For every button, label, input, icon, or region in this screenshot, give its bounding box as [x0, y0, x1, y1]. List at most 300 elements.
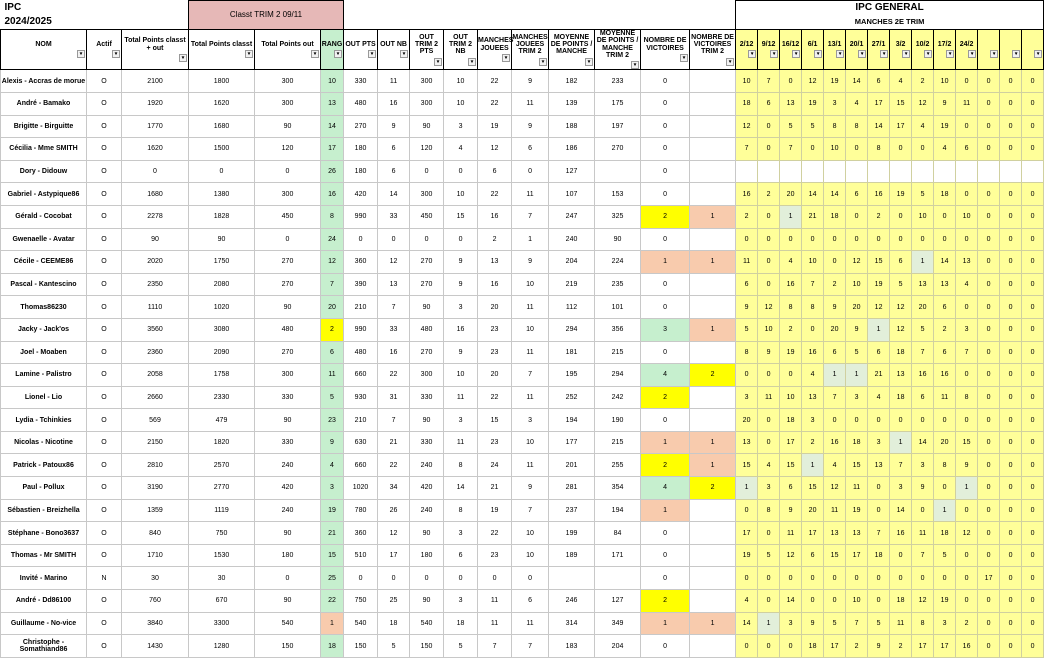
manche-score-cell[interactable]: 0	[758, 228, 780, 251]
cell-rang[interactable]: 18	[321, 635, 344, 658]
cell-opts[interactable]: 480	[344, 341, 378, 364]
manche-score-cell[interactable]: 6	[890, 251, 912, 274]
manche-score-cell[interactable]: 7	[912, 341, 934, 364]
manche-score-cell[interactable]: 18	[890, 341, 912, 364]
cell-moy2[interactable]: 349	[595, 612, 641, 635]
manche-score-cell[interactable]: 18	[846, 431, 868, 454]
cell-tpo[interactable]: 180	[255, 544, 321, 567]
manche-score-cell[interactable]: 0	[758, 635, 780, 658]
manche-score-cell[interactable]: 8	[912, 612, 934, 635]
column-header-7[interactable]	[378, 30, 410, 70]
manche-score-cell[interactable]: 0	[1022, 590, 1044, 613]
cell-tpc[interactable]: 0	[189, 160, 255, 183]
manche-score-cell[interactable]: 0	[934, 409, 956, 432]
manche-score-cell[interactable]: 7	[846, 612, 868, 635]
manche-score-cell[interactable]: 0	[1000, 92, 1022, 115]
manche-score-cell[interactable]: 1	[846, 364, 868, 387]
date-header-5[interactable]	[846, 30, 868, 70]
manche-score-cell[interactable]: 0	[978, 273, 1000, 296]
manche-score-cell[interactable]: 11	[956, 92, 978, 115]
filter-dropdown-icon[interactable]: ▾	[585, 58, 593, 66]
manche-score-cell[interactable]	[1000, 160, 1022, 183]
manche-score-cell[interactable]: 0	[1000, 228, 1022, 251]
manche-score-cell[interactable]: 0	[758, 409, 780, 432]
date-header-13[interactable]	[1022, 30, 1044, 70]
manche-score-cell[interactable]: 16	[780, 273, 802, 296]
cell-mj2[interactable]: 10	[512, 431, 549, 454]
cell-tpc[interactable]: 479	[189, 409, 255, 432]
manche-score-cell[interactable]: 0	[1022, 454, 1044, 477]
manche-score-cell[interactable]: 0	[1000, 409, 1022, 432]
cell-moy2[interactable]: 215	[595, 341, 641, 364]
manche-score-cell[interactable]: 0	[978, 409, 1000, 432]
manche-score-cell[interactable]: 18	[934, 522, 956, 545]
manche-score-cell[interactable]: 14	[802, 183, 824, 206]
cell-onb[interactable]: 5	[378, 635, 410, 658]
cell-onb[interactable]: 31	[378, 386, 410, 409]
cell-opts[interactable]: 0	[344, 567, 378, 590]
manche-score-cell[interactable]: 0	[1022, 567, 1044, 590]
manche-score-cell[interactable]: 14	[890, 499, 912, 522]
date-header-0[interactable]	[736, 30, 758, 70]
cell-actif[interactable]: O	[87, 205, 122, 228]
filter-dropdown-icon[interactable]: ▾	[968, 50, 976, 58]
manche-score-cell[interactable]: 0	[1000, 477, 1022, 500]
filter-dropdown-icon[interactable]: ▾	[902, 50, 910, 58]
cell-onb[interactable]: 22	[378, 454, 410, 477]
manche-score-cell[interactable]: 4	[912, 115, 934, 138]
cell-tpo[interactable]: 90	[255, 522, 321, 545]
cell-moy2[interactable]: 242	[595, 386, 641, 409]
manche-score-cell[interactable]: 0	[956, 296, 978, 319]
cell-onb[interactable]: 17	[378, 544, 410, 567]
manche-score-cell[interactable]: 0	[1000, 454, 1022, 477]
cell-name[interactable]: Lionel - Lio	[1, 386, 87, 409]
manche-score-cell[interactable]: 16	[912, 364, 934, 387]
manche-score-cell[interactable]: 12	[912, 92, 934, 115]
cell-tpco[interactable]: 1620	[122, 138, 189, 161]
cell-opts[interactable]: 0	[344, 228, 378, 251]
cell-mj2[interactable]: 1	[512, 228, 549, 251]
manche-score-cell[interactable]: 17	[780, 431, 802, 454]
cell-rang[interactable]: 8	[321, 205, 344, 228]
cell-nv[interactable]: 1	[641, 251, 690, 274]
cell-nv2[interactable]	[690, 92, 736, 115]
column-header-10[interactable]	[478, 30, 512, 70]
cell-ot2n[interactable]: 10	[444, 183, 478, 206]
cell-ot2p[interactable]: 90	[410, 590, 444, 613]
cell-ot2p[interactable]: 330	[410, 386, 444, 409]
filter-dropdown-icon[interactable]: ▾	[368, 50, 376, 58]
manche-score-cell[interactable]: 0	[934, 228, 956, 251]
manche-score-cell[interactable]: 0	[890, 228, 912, 251]
cell-moy2[interactable]: 354	[595, 477, 641, 500]
manche-score-cell[interactable]: 0	[846, 228, 868, 251]
cell-rang[interactable]: 7	[321, 273, 344, 296]
manche-score-cell[interactable]: 0	[1022, 273, 1044, 296]
manche-score-cell[interactable]: 10	[802, 251, 824, 274]
cell-ot2p[interactable]: 330	[410, 431, 444, 454]
manche-score-cell[interactable]: 18	[824, 205, 846, 228]
cell-ot2n[interactable]: 3	[444, 409, 478, 432]
cell-rang[interactable]: 9	[321, 431, 344, 454]
manche-score-cell[interactable]	[978, 160, 1000, 183]
cell-tpo[interactable]: 0	[255, 228, 321, 251]
filter-dropdown-icon[interactable]: ▾	[77, 50, 85, 58]
manche-score-cell[interactable]: 20	[736, 409, 758, 432]
cell-actif[interactable]: O	[87, 273, 122, 296]
cell-mj[interactable]: 22	[478, 92, 512, 115]
manche-score-cell[interactable]: 9	[868, 635, 890, 658]
manche-score-cell[interactable]: 3	[824, 92, 846, 115]
cell-nv[interactable]: 0	[641, 160, 690, 183]
cell-moy2[interactable]: 101	[595, 296, 641, 319]
manche-score-cell[interactable]: 19	[934, 115, 956, 138]
manche-score-cell[interactable]: 17	[934, 635, 956, 658]
cell-actif[interactable]: O	[87, 92, 122, 115]
cell-tpo[interactable]: 90	[255, 296, 321, 319]
cell-tpo[interactable]: 300	[255, 70, 321, 93]
manche-score-cell[interactable]: 8	[824, 115, 846, 138]
manche-score-cell[interactable]: 5	[736, 318, 758, 341]
cell-tpco[interactable]: 2100	[122, 70, 189, 93]
cell-onb[interactable]: 14	[378, 183, 410, 206]
manche-score-cell[interactable]: 0	[758, 115, 780, 138]
cell-moy[interactable]: 246	[549, 590, 595, 613]
cell-moy[interactable]: 195	[549, 364, 595, 387]
cell-nv[interactable]: 0	[641, 228, 690, 251]
cell-mj2[interactable]: 11	[512, 612, 549, 635]
manche-score-cell[interactable]: 0	[824, 251, 846, 274]
manche-score-cell[interactable]: 7	[802, 273, 824, 296]
manche-score-cell[interactable]: 6	[934, 341, 956, 364]
manche-score-cell[interactable]: 6	[934, 296, 956, 319]
filter-dropdown-icon[interactable]: ▾	[112, 50, 120, 58]
cell-moy2[interactable]: 171	[595, 544, 641, 567]
cell-tpco[interactable]: 2058	[122, 364, 189, 387]
manche-score-cell[interactable]: 0	[1000, 522, 1022, 545]
cell-tpc[interactable]: 90	[189, 228, 255, 251]
manche-score-cell[interactable]: 2	[780, 318, 802, 341]
cell-nv2[interactable]	[690, 228, 736, 251]
cell-rang[interactable]: 26	[321, 160, 344, 183]
manche-score-cell[interactable]: 2	[802, 431, 824, 454]
cell-moy[interactable]: 237	[549, 499, 595, 522]
filter-dropdown-icon[interactable]: ▾	[400, 50, 408, 58]
manche-score-cell[interactable]: 0	[780, 635, 802, 658]
cell-tpco[interactable]: 90	[122, 228, 189, 251]
cell-tpo[interactable]: 450	[255, 205, 321, 228]
manche-score-cell[interactable]: 21	[868, 364, 890, 387]
manche-score-cell[interactable]: 13	[802, 386, 824, 409]
manche-score-cell[interactable]: 0	[824, 228, 846, 251]
date-header-3[interactable]	[802, 30, 824, 70]
manche-score-cell[interactable]: 10	[824, 138, 846, 161]
cell-name[interactable]: Invité - Marino	[1, 567, 87, 590]
cell-opts[interactable]: 180	[344, 160, 378, 183]
manche-score-cell[interactable]: 11	[824, 499, 846, 522]
cell-tpo[interactable]: 240	[255, 454, 321, 477]
cell-ot2p[interactable]: 90	[410, 296, 444, 319]
manche-score-cell[interactable]: 11	[736, 251, 758, 274]
cell-ot2n[interactable]: 16	[444, 318, 478, 341]
cell-onb[interactable]: 0	[378, 228, 410, 251]
manche-score-cell[interactable]: 6	[758, 92, 780, 115]
cell-nv2[interactable]	[690, 138, 736, 161]
manche-score-cell[interactable]: 0	[846, 409, 868, 432]
manche-score-cell[interactable]: 13	[824, 522, 846, 545]
cell-name[interactable]: Patrick - Patoux86	[1, 454, 87, 477]
cell-tpco[interactable]: 2660	[122, 386, 189, 409]
manche-score-cell[interactable]: 5	[912, 318, 934, 341]
cell-name[interactable]: Pascal - Kantescino	[1, 273, 87, 296]
cell-mj[interactable]: 20	[478, 296, 512, 319]
manche-score-cell[interactable]: 3	[912, 454, 934, 477]
manche-score-cell[interactable]	[758, 160, 780, 183]
cell-mj2[interactable]: 10	[512, 318, 549, 341]
cell-mj2[interactable]: 9	[512, 251, 549, 274]
cell-moy2[interactable]: 270	[595, 138, 641, 161]
cell-actif[interactable]: O	[87, 115, 122, 138]
cell-nv[interactable]: 2	[641, 454, 690, 477]
cell-nv[interactable]: 0	[641, 92, 690, 115]
cell-name[interactable]: Alexis - Accras de morue	[1, 70, 87, 93]
cell-moy[interactable]: 186	[549, 138, 595, 161]
cell-onb[interactable]: 6	[378, 138, 410, 161]
cell-onb[interactable]: 34	[378, 477, 410, 500]
cell-moy[interactable]: 139	[549, 92, 595, 115]
cell-opts[interactable]: 180	[344, 138, 378, 161]
cell-name[interactable]: Lydia - Tchinkies	[1, 409, 87, 432]
manche-score-cell[interactable]: 0	[1022, 431, 1044, 454]
manche-score-cell[interactable]: 12	[912, 590, 934, 613]
manche-score-cell[interactable]: 0	[978, 183, 1000, 206]
column-header-13[interactable]	[595, 30, 641, 70]
cell-name[interactable]: Thomas86230	[1, 296, 87, 319]
cell-tpo[interactable]: 300	[255, 364, 321, 387]
manche-score-cell[interactable]: 10	[846, 273, 868, 296]
manche-score-cell[interactable]: 19	[890, 183, 912, 206]
cell-nv2[interactable]	[690, 160, 736, 183]
cell-ot2n[interactable]: 3	[444, 115, 478, 138]
manche-score-cell[interactable]: 0	[736, 228, 758, 251]
manche-score-cell[interactable]: 0	[978, 115, 1000, 138]
cell-mj[interactable]: 22	[478, 386, 512, 409]
cell-actif[interactable]: O	[87, 544, 122, 567]
manche-score-cell[interactable]: 6	[780, 477, 802, 500]
manche-score-cell[interactable]: 0	[868, 567, 890, 590]
manche-score-cell[interactable]: 12	[736, 115, 758, 138]
manche-score-cell[interactable]: 9	[736, 296, 758, 319]
manche-score-cell[interactable]: 19	[824, 70, 846, 93]
manche-score-cell[interactable]: 9	[846, 318, 868, 341]
manche-score-cell[interactable]: 0	[1000, 635, 1022, 658]
manche-score-cell[interactable]: 14	[736, 612, 758, 635]
manche-score-cell[interactable]: 5	[758, 544, 780, 567]
manche-score-cell[interactable]: 12	[780, 544, 802, 567]
manche-score-cell[interactable]: 0	[758, 273, 780, 296]
manche-score-cell[interactable]: 0	[978, 228, 1000, 251]
cell-ot2n[interactable]: 10	[444, 92, 478, 115]
cell-nv[interactable]: 2	[641, 590, 690, 613]
cell-nv[interactable]: 4	[641, 477, 690, 500]
cell-rang[interactable]: 22	[321, 590, 344, 613]
manche-score-cell[interactable]: 0	[780, 364, 802, 387]
cell-tpco[interactable]: 2360	[122, 341, 189, 364]
cell-moy[interactable]: 107	[549, 183, 595, 206]
manche-score-cell[interactable]: 0	[824, 567, 846, 590]
cell-opts[interactable]: 360	[344, 522, 378, 545]
cell-rang[interactable]: 11	[321, 364, 344, 387]
manche-score-cell[interactable]: 7	[868, 522, 890, 545]
manche-score-cell[interactable]: 20	[780, 183, 802, 206]
cell-mj[interactable]: 23	[478, 544, 512, 567]
manche-score-cell[interactable]: 4	[780, 251, 802, 274]
date-header-11[interactable]	[978, 30, 1000, 70]
manche-score-cell[interactable]: 9	[802, 612, 824, 635]
cell-nv2[interactable]	[690, 499, 736, 522]
filter-dropdown-icon[interactable]: ▾	[502, 54, 510, 62]
cell-tpco[interactable]: 840	[122, 522, 189, 545]
manche-score-cell[interactable]: 0	[956, 409, 978, 432]
manche-score-cell[interactable]: 6	[736, 273, 758, 296]
manche-score-cell[interactable]: 18	[780, 409, 802, 432]
cell-tpco[interactable]: 1680	[122, 183, 189, 206]
cell-moy2[interactable]	[595, 567, 641, 590]
cell-nv[interactable]: 1	[641, 499, 690, 522]
manche-score-cell[interactable]: 0	[956, 590, 978, 613]
cell-moy[interactable]: 247	[549, 205, 595, 228]
manche-score-cell[interactable]: 0	[1000, 612, 1022, 635]
cell-mj[interactable]: 23	[478, 318, 512, 341]
manche-score-cell[interactable]: 8	[956, 386, 978, 409]
cell-tpc[interactable]: 1380	[189, 183, 255, 206]
manche-score-cell[interactable]: 4	[736, 590, 758, 613]
filter-dropdown-icon[interactable]: ▾	[814, 50, 822, 58]
cell-tpo[interactable]: 90	[255, 590, 321, 613]
manche-score-cell[interactable]: 0	[780, 70, 802, 93]
cell-opts[interactable]: 990	[344, 318, 378, 341]
manche-score-cell[interactable]: 0	[956, 70, 978, 93]
manche-score-cell[interactable]: 13	[934, 273, 956, 296]
manche-score-cell[interactable]: 0	[1000, 590, 1022, 613]
manche-score-cell[interactable]: 0	[978, 296, 1000, 319]
cell-nv2[interactable]	[690, 522, 736, 545]
manche-score-cell[interactable]: 0	[1000, 205, 1022, 228]
manche-score-cell[interactable]: 0	[758, 205, 780, 228]
manche-score-cell[interactable]: 18	[890, 386, 912, 409]
cell-opts[interactable]: 1020	[344, 477, 378, 500]
cell-actif[interactable]: O	[87, 160, 122, 183]
manche-score-cell[interactable]: 0	[868, 477, 890, 500]
cell-nv[interactable]: 0	[641, 70, 690, 93]
cell-tpc[interactable]: 2090	[189, 341, 255, 364]
manche-score-cell[interactable]: 0	[956, 228, 978, 251]
cell-rang[interactable]: 1	[321, 612, 344, 635]
cell-onb[interactable]: 33	[378, 318, 410, 341]
cell-mj2[interactable]: 10	[512, 522, 549, 545]
manche-score-cell[interactable]: 0	[1022, 499, 1044, 522]
cell-actif[interactable]: O	[87, 499, 122, 522]
date-header-9[interactable]	[934, 30, 956, 70]
manche-score-cell[interactable]: 15	[802, 477, 824, 500]
manche-score-cell[interactable]: 18	[868, 544, 890, 567]
cell-tpco[interactable]: 2020	[122, 251, 189, 274]
cell-onb[interactable]: 33	[378, 205, 410, 228]
cell-rang[interactable]: 3	[321, 477, 344, 500]
manche-score-cell[interactable]: 17	[824, 635, 846, 658]
cell-mj[interactable]: 24	[478, 454, 512, 477]
cell-actif[interactable]: O	[87, 477, 122, 500]
cell-actif[interactable]: O	[87, 409, 122, 432]
manche-score-cell[interactable]: 4	[956, 273, 978, 296]
manche-score-cell[interactable]: 0	[934, 477, 956, 500]
manche-score-cell[interactable]: 21	[802, 205, 824, 228]
manche-score-cell[interactable]: 5	[846, 341, 868, 364]
cell-tpco[interactable]: 1770	[122, 115, 189, 138]
cell-rang[interactable]: 2	[321, 318, 344, 341]
cell-rang[interactable]: 15	[321, 544, 344, 567]
manche-score-cell[interactable]: 10	[956, 205, 978, 228]
manche-score-cell[interactable]: 0	[780, 567, 802, 590]
cell-moy[interactable]: 189	[549, 544, 595, 567]
cell-rang[interactable]: 20	[321, 296, 344, 319]
manche-score-cell[interactable]: 6	[868, 341, 890, 364]
manche-score-cell[interactable]: 9	[780, 499, 802, 522]
manche-score-cell[interactable]: 0	[978, 544, 1000, 567]
manche-score-cell[interactable]	[912, 160, 934, 183]
cell-tpo[interactable]: 420	[255, 477, 321, 500]
filter-dropdown-icon[interactable]: ▾	[990, 50, 998, 58]
cell-nv[interactable]: 1	[641, 612, 690, 635]
filter-dropdown-icon[interactable]: ▾	[726, 58, 734, 66]
manche-score-cell[interactable]: 3	[934, 612, 956, 635]
cell-nv[interactable]: 0	[641, 522, 690, 545]
cell-mj2[interactable]: 0	[512, 160, 549, 183]
manche-score-cell[interactable]: 0	[956, 364, 978, 387]
cell-moy[interactable]: 112	[549, 296, 595, 319]
cell-mj2[interactable]: 11	[512, 386, 549, 409]
manche-score-cell[interactable]: 10	[780, 386, 802, 409]
manche-score-cell[interactable]	[868, 160, 890, 183]
cell-nv2[interactable]: 1	[690, 612, 736, 635]
cell-tpo[interactable]: 330	[255, 386, 321, 409]
cell-moy2[interactable]: 84	[595, 522, 641, 545]
cell-ot2n[interactable]: 14	[444, 477, 478, 500]
manche-score-cell[interactable]: 2	[846, 635, 868, 658]
manche-score-cell[interactable]: 18	[890, 590, 912, 613]
manche-score-cell[interactable]: 0	[1000, 183, 1022, 206]
cell-mj[interactable]: 20	[478, 364, 512, 387]
cell-opts[interactable]: 390	[344, 273, 378, 296]
manche-score-cell[interactable]: 0	[978, 590, 1000, 613]
filter-dropdown-icon[interactable]: ▾	[468, 58, 476, 66]
cell-tpc[interactable]: 1680	[189, 115, 255, 138]
cell-opts[interactable]: 930	[344, 386, 378, 409]
filter-dropdown-icon[interactable]: ▾	[748, 50, 756, 58]
cell-mj[interactable]: 23	[478, 431, 512, 454]
cell-name[interactable]: Paul - Pollux	[1, 477, 87, 500]
manche-score-cell[interactable]: 0	[1000, 567, 1022, 590]
manche-score-cell[interactable]: 0	[1022, 409, 1044, 432]
cell-tpc[interactable]: 1500	[189, 138, 255, 161]
cell-ot2p[interactable]: 270	[410, 341, 444, 364]
cell-actif[interactable]: O	[87, 612, 122, 635]
cell-actif[interactable]: O	[87, 386, 122, 409]
cell-opts[interactable]: 270	[344, 115, 378, 138]
manche-score-cell[interactable]: 11	[758, 386, 780, 409]
cell-actif[interactable]: O	[87, 590, 122, 613]
